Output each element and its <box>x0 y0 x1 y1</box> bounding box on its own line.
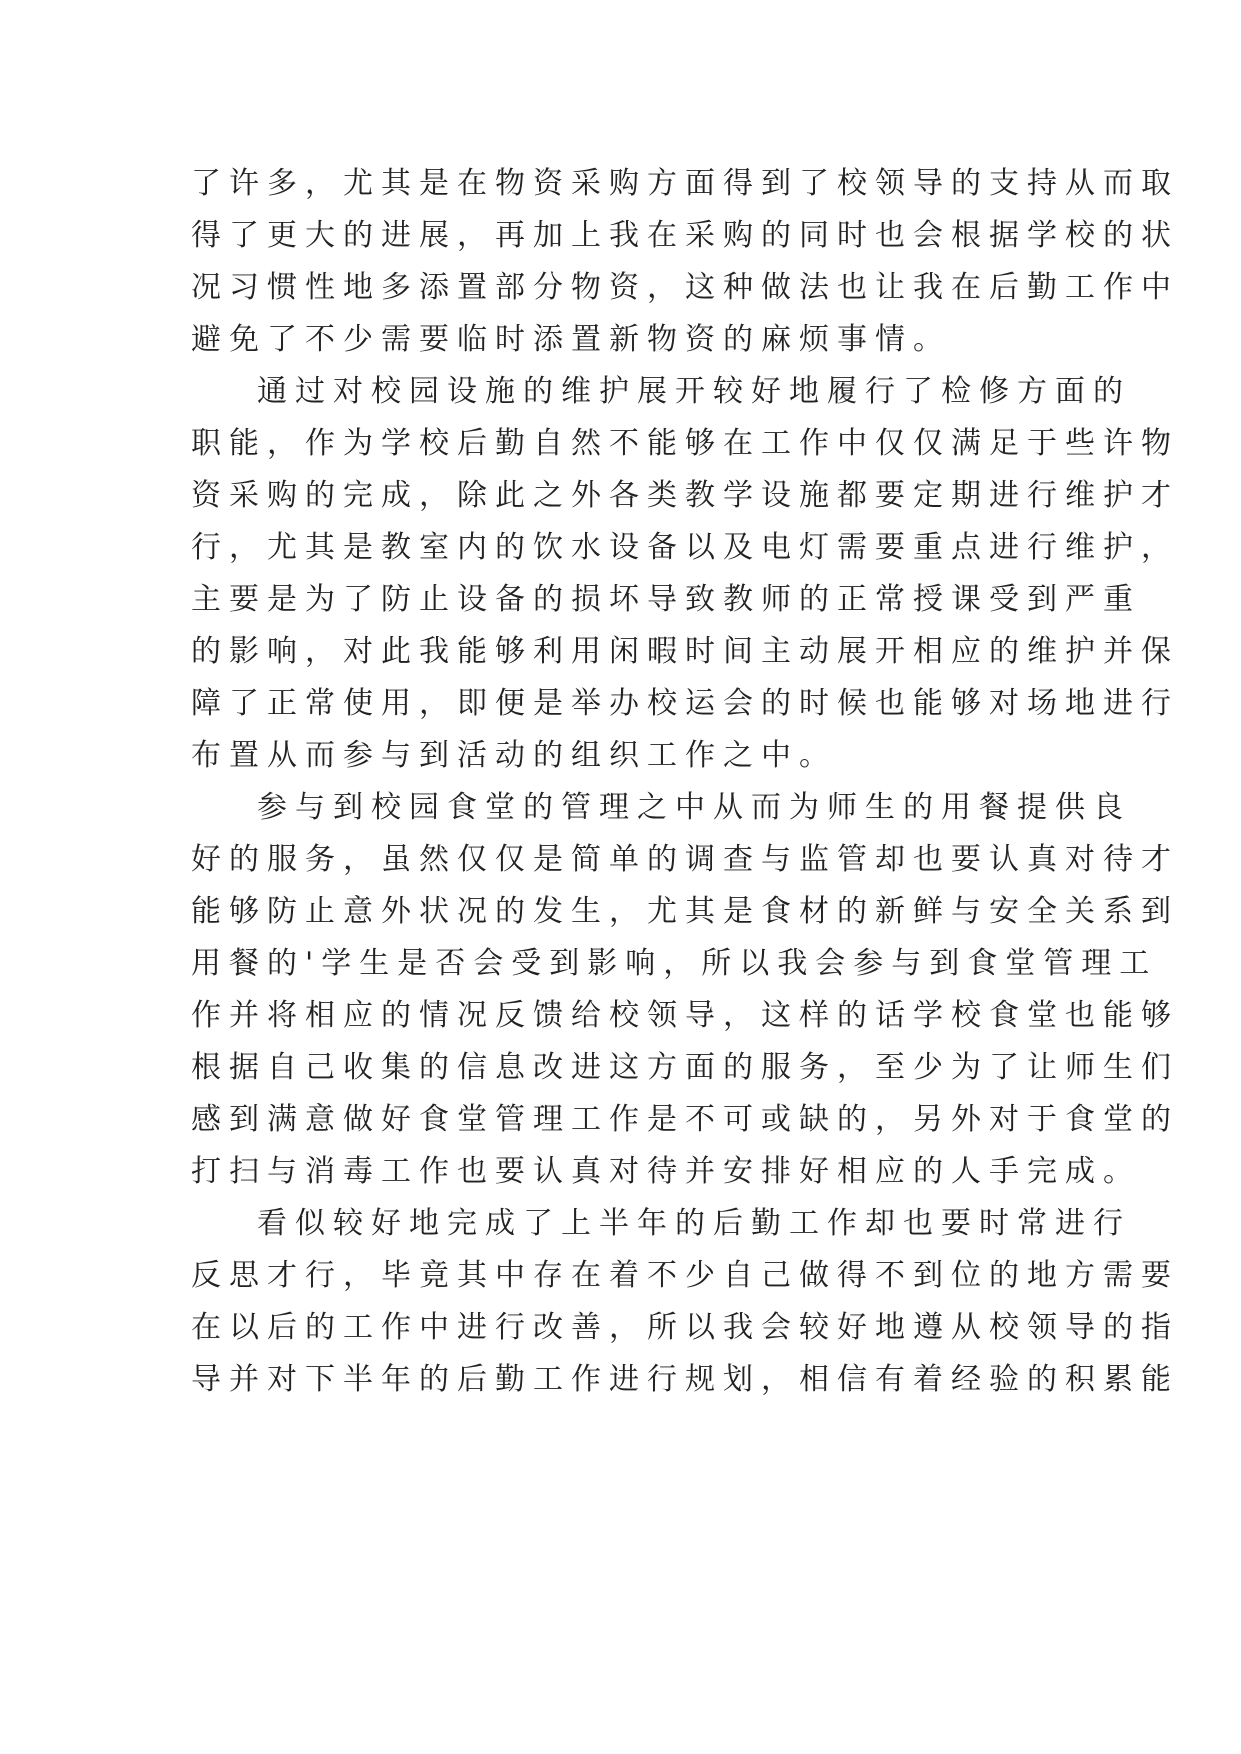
paragraph-start-line: 通过对校园设施的维护展开较好地履行了检修方面的 <box>257 374 1131 409</box>
text-line: 了许多，尤其是在物资采购方面得到了校领导的支持从而取 <box>191 166 1179 201</box>
paragraph-start-line: 看似较好地完成了上半年的后勤工作却也要时常进行 <box>257 1206 1131 1241</box>
text-line: 职能，作为学校后勤自然不能够在工作中仅仅满足于些许物 <box>191 426 1179 461</box>
text-line: 在以后的工作中进行改善，所以我会较好地遵从校领导的指 <box>191 1310 1179 1345</box>
text-line: 能够防止意外状况的发生，尤其是食材的新鲜与安全关系到 <box>191 894 1179 929</box>
text-line: 得了更大的进展，再加上我在采购的同时也会根据学校的状 <box>191 218 1179 253</box>
text-line: 避免了不少需要临时添置新物资的麻烦事情。 <box>191 322 951 357</box>
document-body <box>191 158 1179 1406</box>
text-line: 主要是为了防止设备的损坏导致教师的正常授课受到严重 <box>191 582 1141 617</box>
paragraph-start-line: 参与到校园食堂的管理之中从而为师生的用餐提供良 <box>257 790 1131 825</box>
text-line: 况习惯性地多添置部分物资，这种做法也让我在后勤工作中 <box>191 270 1179 305</box>
text-line: 好的服务，虽然仅仅是简单的调查与监管却也要认真对待才 <box>191 842 1179 877</box>
text-line: 行，尤其是教室内的饮水设备以及电灯需要重点进行维护， <box>191 530 1179 565</box>
text-line: 根据自己收集的信息改进这方面的服务，至少为了让师生们 <box>191 1050 1179 1085</box>
text-line: 反思才行，毕竟其中存在着不少自己做得不到位的地方需要 <box>191 1258 1179 1293</box>
text-line: 感到满意做好食堂管理工作是不可或缺的，另外对于食堂的 <box>191 1102 1179 1137</box>
text-line: 障了正常使用，即便是举办校运会的时候也能够对场地进行 <box>191 686 1179 721</box>
text-line: 的影响，对此我能够利用闲暇时间主动展开相应的维护并保 <box>191 634 1179 669</box>
text-line: 用餐的'学生是否会受到影响，所以我会参与到食堂管理工 <box>191 946 1158 981</box>
text-line: 布置从而参与到活动的组织工作之中。 <box>191 738 837 773</box>
text-line: 打扫与消毒工作也要认真对待并安排好相应的人手完成。 <box>191 1154 1141 1189</box>
text-line: 资采购的完成，除此之外各类教学设施都要定期进行维护才 <box>191 478 1179 513</box>
text-line: 作并将相应的情况反馈给校领导，这样的话学校食堂也能够 <box>191 998 1179 1033</box>
text-line: 导并对下半年的后勤工作进行规划，相信有着经验的积累能 <box>191 1362 1179 1397</box>
